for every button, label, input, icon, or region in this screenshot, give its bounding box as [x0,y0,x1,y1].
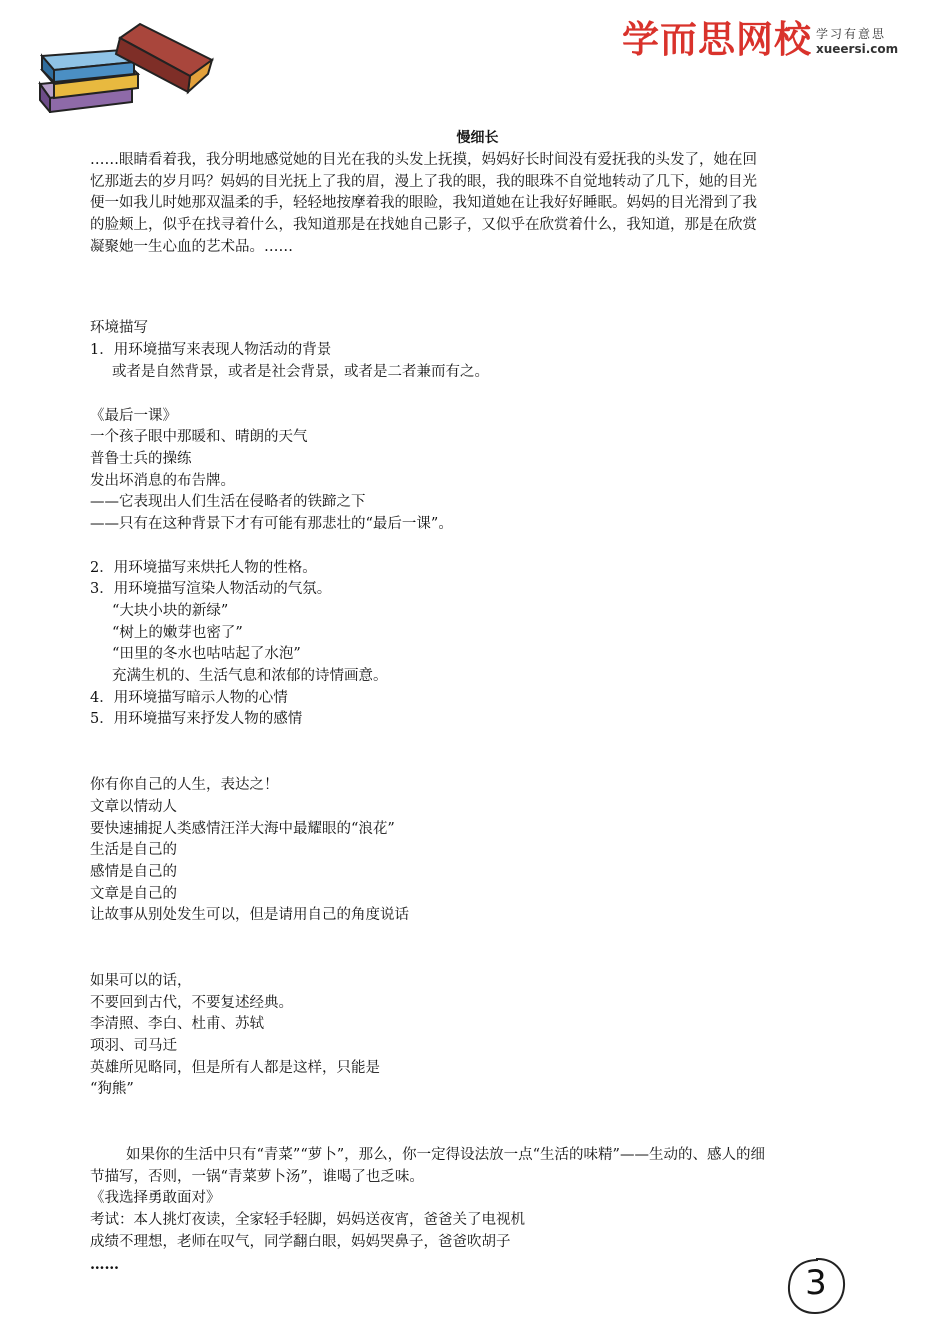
text-line: 你有你自己的人生，表达之！ [90,777,279,794]
book-title: 《最后一课》 [90,407,177,424]
list-item: 3．用环境描写渲染人物活动的气氛。 [90,581,332,598]
quote-line: “大块小块的新绿” [112,603,229,619]
list-item: 4．用环境描写暗示人物的心情 [90,689,288,706]
text-line: 要快速捕捉人类感情汪洋大海中最耀眼的“浪花” [90,820,395,837]
quote-line: 充满生机的、生活气息和浓郁的诗情画意。 [112,668,388,685]
text-line: 生活是自己的 [90,842,177,859]
quote-line: “田里的冬水也咕咕起了水泡” [112,646,301,663]
text-line: 项羽、司马迁 [90,1038,177,1054]
text-line: 让故事从别处发生可以，但是请用自己的角度说话 [90,907,409,924]
closing-paragraph-line: 节描写，否则，一锅“青菜萝卜汤”，谁喝了也乏味。 [90,1168,424,1185]
page-header [0,0,950,120]
text-line: 便一如我儿时她那双温柔的手，轻轻地按摩着我的眼睑，我知道她在让我好好睡眠。妈妈的目光滑到了我 [90,195,757,212]
text-line: ——只有在这种背景下才有可能有那悲壮的“最后一课”。 [90,515,453,532]
ellipsis: …… [90,1255,119,1273]
document-body [90,128,865,1275]
text-line: ……眼睛看着我，我分明地感觉她的目光在我的头发上抚摸，妈妈好长时间没有爱抚我的头发了，她在回 [90,152,757,168]
text-line: 文章以情动人 [90,798,177,815]
book-title: 《我选择勇敢面对》 [90,1190,221,1207]
text-line: 普鲁士兵的操练 [90,450,192,467]
list-item: 2．用环境描写来烘托人物的性格。 [90,559,317,576]
text-line: 发出坏消息的布告牌。 [90,472,235,489]
closing-paragraph-line: 如果你的生活中只有“青菜”“萝卜”，那么，你一定得设法放一点“生活的味精”——生动的、感人的细 [126,1147,765,1164]
text-line: 不要回到古代，不要复述经典。 [90,994,293,1011]
brand-slogan: 学习有意思 [816,27,887,41]
text-line: ——它表现出人们生活在侵略者的铁蹄之下 [90,494,366,511]
list-item: 5．用环境描写来抒发人物的感情 [90,711,303,728]
text-line: 忆那逝去的岁月吗？妈妈的目光抚上了我的眉，漫上了我的眼，我的眼珠不自觉地转动了几下，她的目光 [90,173,757,190]
text-line: 的脸颊上，似乎在找寻着什么，我知道那是在找她自己影子，又似乎在欣赏着什么，我知道，那是在欣赏 [90,217,757,234]
intro-paragraph [90,150,865,258]
text-line: 考试：本人挑灯夜读，全家轻手轻脚，妈妈送夜宵，爸爸关了电视机 [90,1212,525,1229]
text-line: 文章是自己的 [90,885,177,902]
text-line: 一个孩子眼中那暖和、晴朗的天气 [90,429,308,446]
text-line: 如果可以的话， [90,972,192,989]
text-line: 李清照、李白、杜甫、苏轼 [90,1016,264,1033]
text-line: 感情是自己的 [90,863,177,880]
text-line: “狗熊” [90,1081,134,1098]
brand-name: 学而思网校 [622,18,812,61]
text-line: 凝聚她一生心血的艺术品。…… [90,238,293,255]
page-title: 慢细长 [456,130,499,146]
text-line: 成绩不理想，老师在叹气，同学翻白眼，妈妈哭鼻子，爸爸吹胡子 [90,1233,511,1250]
books-icon [30,18,220,113]
section-heading: 环境描写 [90,320,148,337]
list-item: 1．用环境描写来表现人物活动的背景 [90,342,332,359]
list-note: 或者是自然背景，或者是社会背景，或者是二者兼而有之。 [112,363,489,380]
quote-line: “树上的嫩芽也密了” [112,624,243,641]
brand-url: xueersi.com [816,42,899,56]
brand-logo [622,18,898,66]
page-number [784,1255,848,1317]
text-line: 英雄所见略同，但是所有人都是这样，只能是 [90,1059,380,1076]
page-number-text: 3 [805,1263,827,1303]
